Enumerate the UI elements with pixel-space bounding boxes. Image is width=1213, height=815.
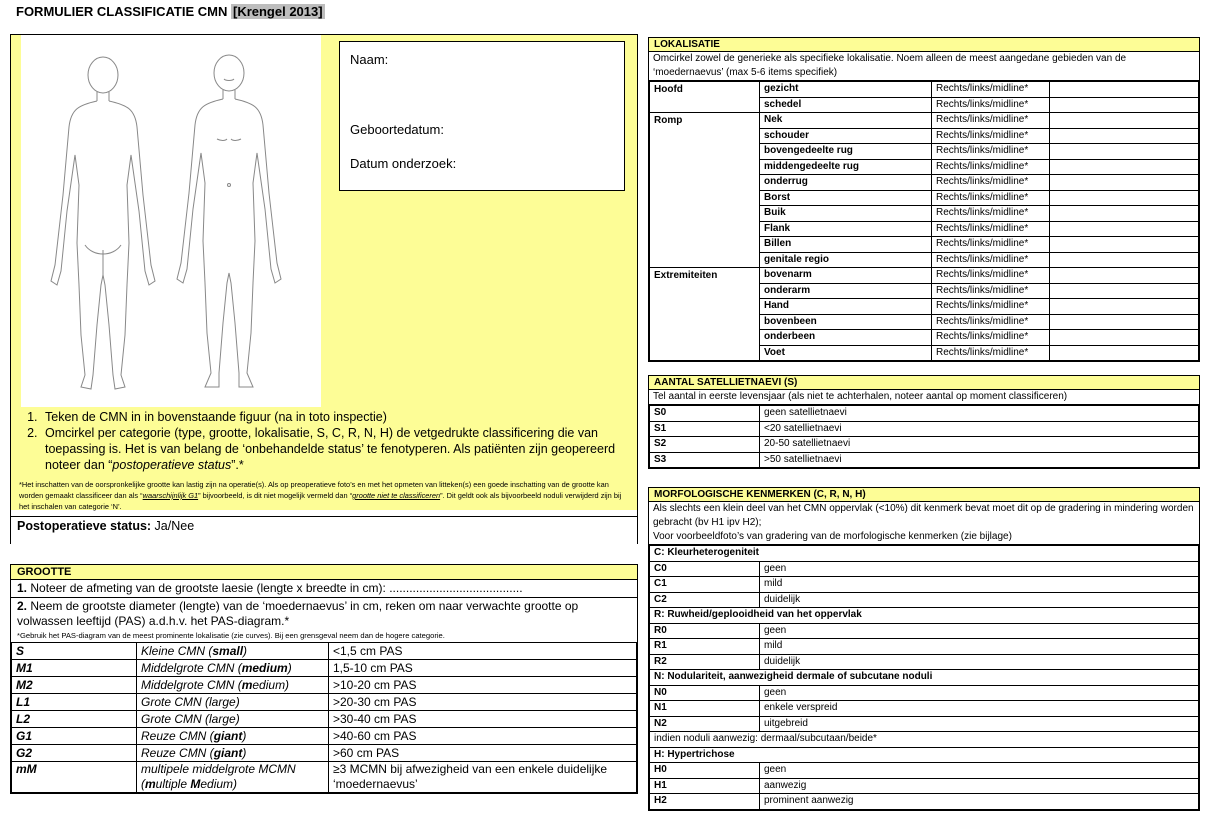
table-row[interactable] bbox=[650, 128, 1199, 144]
localization-group bbox=[650, 237, 760, 253]
size-note: *Gebruik het PAS-diagram van de meest prominente lokalisatie (zie curves). Bij een grensgeval neem dan de hogere categorie. bbox=[17, 631, 445, 640]
localization-item: middengedeelte rug bbox=[760, 159, 932, 175]
localization-group bbox=[650, 190, 760, 206]
localization-side[interactable]: Rechts/links/midline* bbox=[932, 314, 1050, 330]
localization-notes[interactable] bbox=[1050, 113, 1199, 129]
roughness-header bbox=[650, 608, 1199, 624]
table-row[interactable] bbox=[12, 694, 637, 711]
table-row[interactable] bbox=[650, 159, 1199, 175]
localization-notes[interactable] bbox=[1050, 175, 1199, 191]
size-range: 1,5-10 cm PAS bbox=[329, 660, 637, 677]
body-figure[interactable] bbox=[21, 35, 321, 407]
hypertrichosis-code: H0 bbox=[650, 763, 760, 779]
localization-side[interactable]: Rechts/links/midline* bbox=[932, 128, 1050, 144]
table-row[interactable] bbox=[650, 237, 1199, 253]
table-row[interactable] bbox=[12, 660, 637, 677]
table-row[interactable] bbox=[650, 283, 1199, 299]
localization-side[interactable]: Rechts/links/midline* bbox=[932, 299, 1050, 315]
localization-notes[interactable] bbox=[1050, 330, 1199, 346]
birthdate-field-label[interactable]: Geboortedatum: bbox=[350, 122, 444, 137]
satellite-code: S0 bbox=[650, 406, 760, 422]
patient-info-box bbox=[339, 41, 625, 191]
localization-group bbox=[650, 252, 760, 268]
table-row[interactable] bbox=[650, 113, 1199, 129]
localization-side[interactable]: Rechts/links/midline* bbox=[932, 113, 1050, 129]
size-header: GROOTTE bbox=[11, 565, 637, 580]
table-row[interactable] bbox=[650, 592, 1199, 608]
table-row[interactable] bbox=[650, 639, 1199, 655]
table-row[interactable] bbox=[650, 561, 1199, 577]
localization-group bbox=[650, 175, 760, 191]
color-heterogeneity-header-label: C: Kleurheterogeniteit bbox=[650, 546, 1199, 562]
table-row[interactable] bbox=[12, 745, 637, 762]
table-row[interactable] bbox=[650, 406, 1199, 422]
localization-intro: Omcirkel zowel de generieke als specifieke lokalisatie. Noem alleen de meest aangedane gebieden van de ‘moedernaevus’ (max 5-6 items specifiek) bbox=[649, 52, 1199, 81]
localization-notes[interactable] bbox=[1050, 252, 1199, 268]
size-code: M2 bbox=[12, 677, 137, 694]
table-row[interactable] bbox=[650, 190, 1199, 206]
hypertrichosis-code: H1 bbox=[650, 778, 760, 794]
size-category: Reuze CMN (giant) bbox=[137, 728, 329, 745]
localization-side[interactable]: Rechts/links/midline* bbox=[932, 206, 1050, 222]
size-range: <1,5 cm PAS bbox=[329, 643, 637, 660]
size-code: L2 bbox=[12, 711, 137, 728]
hypertrichosis-value: geen bbox=[760, 763, 1199, 779]
instruction-2: 2. Omcirkel per categorie (type, grootte, lokalisatie, S, C, R, N, H) de vetgedrukte classificering die van toepassing is. Het is van belang de ‘onbehandelde status’ te fenotyperen. Als patiënten zijn geopereerd noteer dan “postoperatieve status”.* bbox=[41, 425, 631, 473]
roughness-header-label: R: Ruwheid/geplooidheid van het oppervlak bbox=[650, 608, 1199, 624]
localization-table bbox=[649, 81, 1199, 361]
localization-group bbox=[650, 299, 760, 315]
localization-item: onderrug bbox=[760, 175, 932, 191]
size-instruction-2: 2. Neem de grootste diameter (lengte) van de ‘moedernaevus’ in cm, reken om naar verwachte grootte op volwassen leeftijd (PAS) a.d.h.v. het PAS-diagram.* bbox=[17, 599, 579, 628]
localization-item: Hand bbox=[760, 299, 932, 315]
localization-side[interactable]: Rechts/links/midline* bbox=[932, 190, 1050, 206]
morphology-intro-1: Als slechts een klein deel van het CMN oppervlak (<10%) dit kenmerk bevat moet dit op de gradering in mindering worden gebracht (bv H1 ipv H2); bbox=[653, 503, 1194, 528]
size-category: Middelgrote CMN (medium) bbox=[137, 677, 329, 694]
roughness-value: duidelijk bbox=[760, 654, 1199, 670]
table-row[interactable] bbox=[650, 268, 1199, 284]
localization-notes[interactable] bbox=[1050, 268, 1199, 284]
morphology-section bbox=[648, 487, 1200, 811]
table-row[interactable] bbox=[12, 728, 637, 745]
roughness-code: R0 bbox=[650, 623, 760, 639]
nodularity-header bbox=[650, 670, 1199, 686]
localization-notes[interactable] bbox=[1050, 283, 1199, 299]
size-code: G1 bbox=[12, 728, 137, 745]
table-row[interactable] bbox=[650, 421, 1199, 437]
localization-item: bovenarm bbox=[760, 268, 932, 284]
name-field-label[interactable]: Naam: bbox=[350, 52, 389, 67]
morphology-header: MORFOLOGISCHE KENMERKEN (C, R, N, H) bbox=[649, 488, 1199, 502]
title-reference: [Krengel 2013] bbox=[232, 4, 323, 19]
localization-notes[interactable] bbox=[1050, 144, 1199, 160]
hypertrichosis-header-label: H: Hypertrichose bbox=[650, 747, 1199, 763]
localization-group bbox=[650, 144, 760, 160]
nodularity-value: uitgebreid bbox=[760, 716, 1199, 732]
satellite-header: AANTAL SATELLIETNAEVI (S) bbox=[649, 376, 1199, 390]
localization-side[interactable]: Rechts/links/midline* bbox=[932, 97, 1050, 113]
satellite-value: 20-50 satellietnaevi bbox=[760, 437, 1199, 453]
table-row[interactable] bbox=[650, 221, 1199, 237]
localization-item: Voet bbox=[760, 345, 932, 361]
size-section bbox=[10, 564, 638, 794]
table-row[interactable] bbox=[650, 763, 1199, 779]
nodularity-header-label: N: Nodulariteit, aanwezigheid dermale of subcutane noduli bbox=[650, 670, 1199, 686]
table-row[interactable] bbox=[650, 437, 1199, 453]
color-code: C2 bbox=[650, 592, 760, 608]
localization-group: Romp bbox=[650, 113, 760, 129]
localization-group bbox=[650, 330, 760, 346]
size-range: >60 cm PAS bbox=[329, 745, 637, 762]
localization-item: Borst bbox=[760, 190, 932, 206]
localization-side[interactable]: Rechts/links/midline* bbox=[932, 268, 1050, 284]
satellite-section bbox=[648, 375, 1200, 469]
title-main: FORMULIER CLASSIFICATIE CMN bbox=[16, 4, 228, 19]
localization-side[interactable]: Rechts/links/midline* bbox=[932, 345, 1050, 361]
postop-label: Postoperatieve status: bbox=[17, 519, 152, 533]
size-range: >30-40 cm PAS bbox=[329, 711, 637, 728]
table-row[interactable] bbox=[650, 452, 1199, 468]
nodularity-code: N0 bbox=[650, 685, 760, 701]
size-range: >10-20 cm PAS bbox=[329, 677, 637, 694]
nodularity-code: N1 bbox=[650, 701, 760, 717]
localization-notes[interactable] bbox=[1050, 159, 1199, 175]
localization-group bbox=[650, 283, 760, 299]
localization-side[interactable]: Rechts/links/midline* bbox=[932, 221, 1050, 237]
localization-group bbox=[650, 345, 760, 361]
localization-group bbox=[650, 206, 760, 222]
roughness-code: R1 bbox=[650, 639, 760, 655]
localization-notes[interactable] bbox=[1050, 237, 1199, 253]
size-category: Middelgrote CMN (medium) bbox=[137, 660, 329, 677]
body-diagram-section bbox=[10, 34, 638, 544]
size-table bbox=[11, 642, 637, 793]
localization-item: Billen bbox=[760, 237, 932, 253]
localization-notes[interactable] bbox=[1050, 128, 1199, 144]
localization-item: Buik bbox=[760, 206, 932, 222]
size-range: >20-30 cm PAS bbox=[329, 694, 637, 711]
hypertrichosis-header bbox=[650, 747, 1199, 763]
table-row[interactable] bbox=[650, 345, 1199, 361]
satellite-value: <20 satellietnaevi bbox=[760, 421, 1199, 437]
table-row[interactable] bbox=[650, 701, 1199, 717]
postoperative-status-row[interactable] bbox=[11, 516, 637, 544]
localization-notes[interactable] bbox=[1050, 97, 1199, 113]
size-instruction-1[interactable]: 1. Noteer de afmeting van de grootste laesie (lengte x breedte in cm): ........................................ bbox=[11, 580, 637, 598]
nodularity-code: N2 bbox=[650, 716, 760, 732]
instructions-list bbox=[19, 409, 631, 473]
table-row[interactable] bbox=[650, 314, 1199, 330]
localization-notes[interactable] bbox=[1050, 82, 1199, 98]
color-code: C1 bbox=[650, 577, 760, 593]
localization-group: Extremiteiten bbox=[650, 268, 760, 284]
localization-notes[interactable] bbox=[1050, 345, 1199, 361]
color-heterogeneity-header bbox=[650, 546, 1199, 562]
localization-item: Flank bbox=[760, 221, 932, 237]
localization-group bbox=[650, 128, 760, 144]
body-outline-drawing bbox=[21, 35, 321, 407]
satellite-intro: Tel aantal in eerste levensjaar (als niet te achterhalen, noteer aantal op moment classificeren) bbox=[649, 390, 1199, 405]
color-code: C0 bbox=[650, 561, 760, 577]
size-category: Grote CMN (large) bbox=[137, 694, 329, 711]
size-category: Reuze CMN (giant) bbox=[137, 745, 329, 762]
table-row[interactable] bbox=[650, 252, 1199, 268]
localization-notes[interactable] bbox=[1050, 314, 1199, 330]
localization-group bbox=[650, 159, 760, 175]
table-row[interactable] bbox=[650, 654, 1199, 670]
color-value: duidelijk bbox=[760, 592, 1199, 608]
table-row[interactable] bbox=[650, 577, 1199, 593]
satellite-code: S2 bbox=[650, 437, 760, 453]
table-row[interactable] bbox=[650, 82, 1199, 98]
roughness-code: R2 bbox=[650, 654, 760, 670]
table-row[interactable] bbox=[650, 299, 1199, 315]
document-title bbox=[16, 4, 325, 19]
table-row[interactable] bbox=[650, 623, 1199, 639]
size-category: Kleine CMN (small) bbox=[137, 643, 329, 660]
localization-side[interactable]: Rechts/links/midline* bbox=[932, 159, 1050, 175]
table-row[interactable] bbox=[650, 778, 1199, 794]
hypertrichosis-code: H2 bbox=[650, 794, 760, 810]
size-category: Grote CMN (large) bbox=[137, 711, 329, 728]
size-code: M1 bbox=[12, 660, 137, 677]
localization-item: schouder bbox=[760, 128, 932, 144]
localization-notes[interactable] bbox=[1050, 221, 1199, 237]
satellite-value: >50 satellietnaevi bbox=[760, 452, 1199, 468]
instruction-1: 1. Teken de CMN in in bovenstaande figuur (na in toto inspectie) bbox=[41, 409, 631, 425]
satellite-table bbox=[649, 405, 1199, 468]
color-value: geen bbox=[760, 561, 1199, 577]
localization-side[interactable]: Rechts/links/midline* bbox=[932, 283, 1050, 299]
table-row[interactable] bbox=[12, 711, 637, 728]
localization-notes[interactable] bbox=[1050, 190, 1199, 206]
table-row[interactable] bbox=[650, 716, 1199, 732]
table-row[interactable] bbox=[650, 794, 1199, 810]
color-value: mild bbox=[760, 577, 1199, 593]
hypertrichosis-value: prominent aanwezig bbox=[760, 794, 1199, 810]
localization-notes[interactable] bbox=[1050, 206, 1199, 222]
localization-side[interactable]: Rechts/links/midline* bbox=[932, 144, 1050, 160]
localization-section bbox=[648, 37, 1200, 362]
localization-item: bovengedeelte rug bbox=[760, 144, 932, 160]
nodularity-value: enkele verspreid bbox=[760, 701, 1199, 717]
localization-item: Nek bbox=[760, 113, 932, 129]
size-code: S bbox=[12, 643, 137, 660]
roughness-value: geen bbox=[760, 623, 1199, 639]
localization-item: onderbeen bbox=[760, 330, 932, 346]
morphology-intro-2: Voor voorbeeldfoto’s van gradering van de morfologische kenmerken (zie bijlage) bbox=[649, 530, 1199, 545]
table-row[interactable] bbox=[650, 144, 1199, 160]
localization-item: bovenbeen bbox=[760, 314, 932, 330]
localization-notes[interactable] bbox=[1050, 299, 1199, 315]
localization-side[interactable]: Rechts/links/midline* bbox=[932, 330, 1050, 346]
size-range: >40-60 cm PAS bbox=[329, 728, 637, 745]
nodule-note: indien noduli aanwezig: dermaal/subcutaan/beide* bbox=[650, 732, 1199, 748]
localization-side[interactable]: Rechts/links/midline* bbox=[932, 175, 1050, 191]
table-row[interactable] bbox=[12, 677, 637, 694]
satellite-code: S1 bbox=[650, 421, 760, 437]
table-row[interactable] bbox=[650, 175, 1199, 191]
size-footnote: *Het inschatten van de oorspronkelijke grootte kan lastig zijn na operatie(s). Als op preoperatieve foto’s en met het opmeten van litteken(s) een goede inschatting van de grootte kan worden gemaakt classificeer dan als “waarschijnlijk G1” bijvoorbeeld, is dit niet mogelijk vermeld dan “grootte niet te classificeren”. Dit geldt ook als bijvoorbeeld noduli verwijderd zijn bij het inschalen van categorie ‘N’. bbox=[19, 480, 622, 511]
morphology-table bbox=[649, 545, 1199, 810]
localization-item: genitale regio bbox=[760, 252, 932, 268]
nodule-note-row[interactable] bbox=[650, 732, 1199, 748]
localization-group bbox=[650, 221, 760, 237]
table-row[interactable] bbox=[650, 97, 1199, 113]
localization-side[interactable]: Rechts/links/midline* bbox=[932, 82, 1050, 98]
satellite-value: geen satellietnaevi bbox=[760, 406, 1199, 422]
roughness-value: mild bbox=[760, 639, 1199, 655]
table-row[interactable] bbox=[650, 206, 1199, 222]
size-code: L1 bbox=[12, 694, 137, 711]
nodularity-value: geen bbox=[760, 685, 1199, 701]
table-row[interactable] bbox=[12, 643, 637, 660]
localization-side[interactable]: Rechts/links/midline* bbox=[932, 252, 1050, 268]
table-row[interactable] bbox=[650, 685, 1199, 701]
localization-side[interactable]: Rechts/links/midline* bbox=[932, 237, 1050, 253]
localization-item: gezicht bbox=[760, 82, 932, 98]
localization-group bbox=[650, 97, 760, 113]
table-row[interactable] bbox=[650, 330, 1199, 346]
localization-group: Hoofd bbox=[650, 82, 760, 98]
table-row[interactable]: mM multipele middelgrote MCMN (multiple Medium) ≥3 MCMN bij afwezigheid van een enkele duidelijke ‘moedernaevus’ bbox=[12, 762, 637, 793]
localization-group bbox=[650, 314, 760, 330]
satellite-code: S3 bbox=[650, 452, 760, 468]
localization-item: onderarm bbox=[760, 283, 932, 299]
hypertrichosis-value: aanwezig bbox=[760, 778, 1199, 794]
postop-options[interactable]: Ja/Nee bbox=[151, 519, 195, 533]
exam-date-field-label[interactable]: Datum onderzoek: bbox=[350, 156, 457, 171]
localization-header: LOKALISATIE bbox=[649, 38, 1199, 52]
localization-item: schedel bbox=[760, 97, 932, 113]
size-code: G2 bbox=[12, 745, 137, 762]
